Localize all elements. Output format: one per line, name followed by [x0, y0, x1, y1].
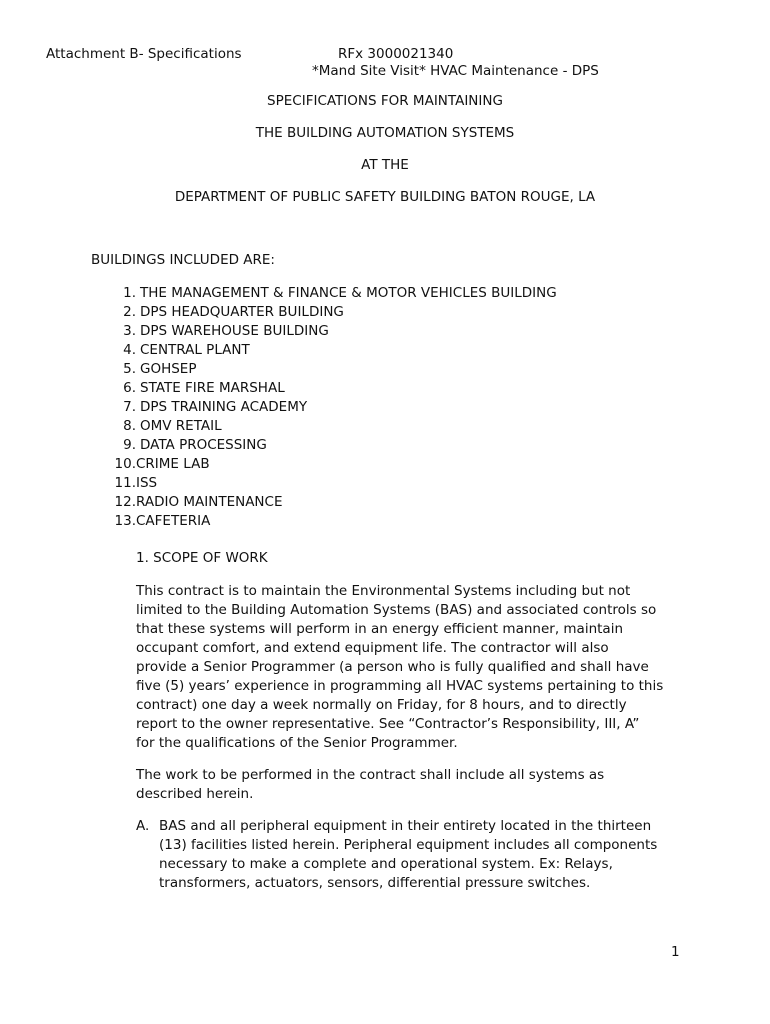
list-item — [108, 284, 557, 303]
list-item-number: 8. — [123, 418, 136, 434]
list-item — [108, 360, 557, 379]
list-item-number: 1. — [123, 285, 136, 301]
rfx-number: RFx 3000021340 — [338, 46, 454, 62]
scope-heading: 1. SCOPE OF WORK — [136, 550, 268, 566]
scope-item-a — [136, 817, 657, 893]
list-item-number: 11. — [114, 475, 136, 491]
list-item-text: RADIO MAINTENANCE — [136, 494, 283, 510]
paragraph-line: (13) facilities listed herein. Peripheral equipment includes all components — [159, 837, 658, 853]
list-item-text: ISS — [136, 475, 158, 491]
list-item-text: CAFETERIA — [136, 513, 211, 529]
list-item — [108, 512, 557, 531]
list-item — [108, 474, 557, 493]
paragraph-line: provide a Senior Programmer (a person who is fully qualified and shall have — [136, 659, 649, 675]
list-item-number: 5. — [123, 361, 136, 377]
list-item-number: 3. — [123, 323, 136, 339]
list-item-number: 9. — [123, 437, 136, 453]
list-item-number: 12. — [114, 494, 136, 510]
paragraph-line: described herein. — [136, 786, 254, 802]
list-item-number: 4. — [123, 342, 136, 358]
paragraph-line: limited to the Building Automation Systems (BAS) and associated controls so — [136, 602, 657, 618]
list-item — [108, 493, 557, 512]
title-line-4: DEPARTMENT OF PUBLIC SAFETY BUILDING BATON ROUGE, LA — [174, 189, 596, 205]
title-line-2: THE BUILDING AUTOMATION SYSTEMS — [255, 125, 515, 141]
list-item — [108, 417, 557, 436]
buildings-heading: BUILDINGS INCLUDED ARE: — [91, 252, 275, 268]
list-item-number: 6. — [123, 380, 136, 396]
paragraph-line: for the qualifications of the Senior Programmer. — [136, 735, 458, 751]
paragraph-line: transformers, actuators, sensors, differential pressure switches. — [159, 875, 591, 891]
list-item-text: CRIME LAB — [136, 456, 210, 472]
list-item-text: CENTRAL PLANT — [140, 342, 250, 358]
list-item — [108, 436, 557, 455]
list-item-text: THE MANAGEMENT & FINANCE & MOTOR VEHICLES BUILDING — [140, 285, 557, 301]
paragraph-line: occupant comfort, and extend equipment life. The contractor will also — [136, 640, 609, 656]
list-item-text: DPS WAREHOUSE BUILDING — [140, 323, 329, 339]
list-item-text: DPS HEADQUARTER BUILDING — [140, 304, 344, 320]
paragraph-line: report to the owner representative. See “Contractor’s Responsibility, III, A” — [136, 716, 640, 732]
list-item-text: DATA PROCESSING — [140, 437, 267, 453]
paragraph-line: five (5) years’ experience in programming all HVAC systems pertaining to this — [136, 678, 664, 694]
list-item-text: OMV RETAIL — [140, 418, 222, 434]
list-item-number: 2. — [123, 304, 136, 320]
attachment-label: Attachment B- Specifications — [46, 46, 242, 62]
scope-paragraph-2 — [136, 766, 696, 804]
list-item-text: STATE FIRE MARSHAL — [140, 380, 285, 396]
rfx-subtitle: *Mand Site Visit* HVAC Maintenance - DPS — [312, 63, 599, 79]
list-item — [108, 341, 557, 360]
paragraph-line: necessary to make a complete and operational system. Ex: Relays, — [159, 856, 613, 872]
list-item — [108, 303, 557, 322]
list-item-text: GOHSEP — [140, 361, 197, 377]
list-item-number: 7. — [123, 399, 136, 415]
list-item — [108, 379, 557, 398]
scope-paragraph-1 — [136, 582, 696, 753]
page-number: 1 — [671, 944, 680, 960]
buildings-list — [108, 284, 557, 531]
list-item — [108, 322, 557, 341]
paragraph-line: contract) one day a week normally on Friday, for 8 hours, and to directly — [136, 697, 627, 713]
paragraph-line: This contract is to maintain the Environmental Systems including but not — [136, 583, 631, 599]
list-item — [108, 455, 557, 474]
title-line-1: SPECIFICATIONS FOR MAINTAINING — [267, 93, 503, 109]
list-item-number: 13. — [114, 513, 136, 529]
paragraph-line: that these systems will perform in an energy efficient manner, maintain — [136, 621, 624, 637]
paragraph-line: The work to be performed in the contract shall include all systems as — [136, 767, 605, 783]
list-item-text: DPS TRAINING ACADEMY — [140, 399, 308, 415]
list-item-number: 10. — [114, 456, 136, 472]
item-a-marker: A. — [136, 818, 150, 834]
title-line-3: AT THE — [361, 157, 409, 173]
list-item — [108, 398, 557, 417]
paragraph-line: BAS and all peripheral equipment in their entirety located in the thirteen — [159, 818, 652, 834]
